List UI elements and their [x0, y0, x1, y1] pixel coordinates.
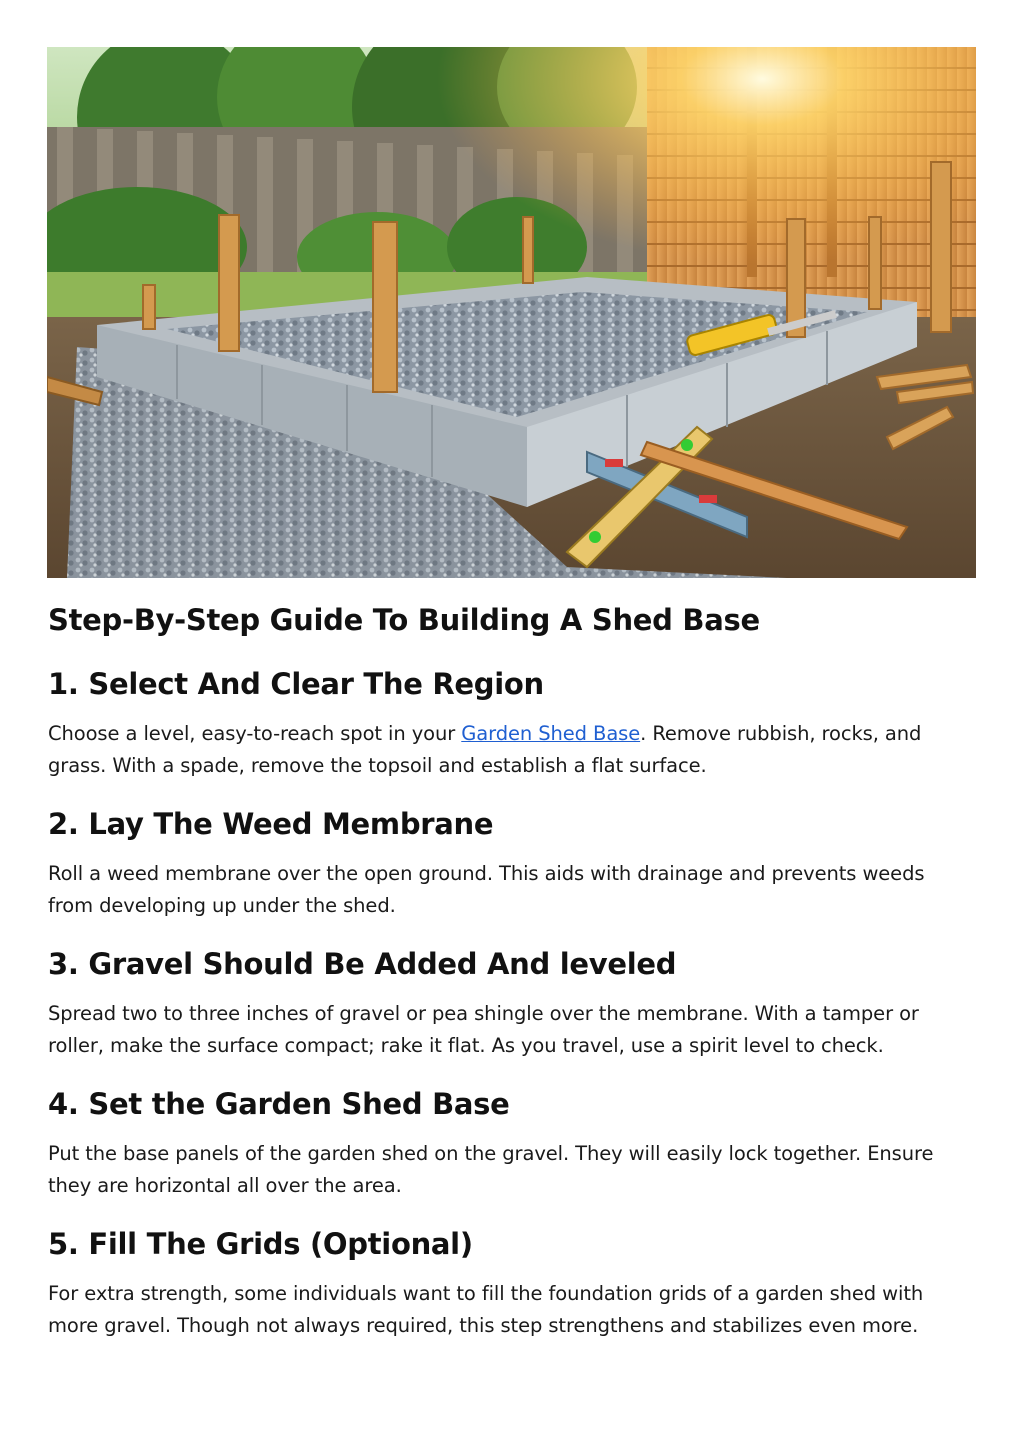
page-title: Step-By-Step Guide To Building A Shed Base	[48, 603, 760, 637]
step-1-heading: 1. Select And Clear The Region	[48, 667, 544, 701]
garden-shed-base-link[interactable]: Garden Shed Base	[461, 722, 641, 745]
step-4-text: Put the base panels of the garden shed on the gravel. They will easily lock together. Ensure they are horizontal all over the area.	[48, 1142, 934, 1197]
step-5-heading: 5. Fill The Grids (Optional)	[48, 1227, 473, 1261]
step-5-text: For extra strength, some individuals want to fill the foundation grids of a garden shed with more gravel. Though not always required, this step strengthens and stabilizes even more.	[48, 1282, 924, 1337]
hero-image	[47, 47, 976, 578]
step-1-text-before: Choose a level, easy-to-reach spot in your	[48, 722, 462, 745]
article-body	[48, 598, 968, 1341]
step-3-heading: 3. Gravel Should Be Added And leveled	[48, 947, 677, 981]
step-4-heading: 4. Set the Garden Shed Base	[48, 1087, 510, 1121]
step-2-text: Roll a weed membrane over the open ground. This aids with drainage and prevents weeds from developing up under the shed.	[48, 862, 925, 917]
step-3-text: Spread two to three inches of gravel or pea shingle over the membrane. With a tamper or roller, make the surface compact; rake it flat. As you travel, use a spirit level to check.	[48, 1002, 919, 1057]
step-1-text-after: . Remove rubbish, rocks, and grass. With a spade, remove the topsoil and establish a flat surface.	[48, 722, 922, 777]
step-2-heading: 2. Lay The Weed Membrane	[48, 807, 494, 841]
shed-base-illustration	[47, 47, 976, 578]
step-1-text	[48, 718, 968, 781]
